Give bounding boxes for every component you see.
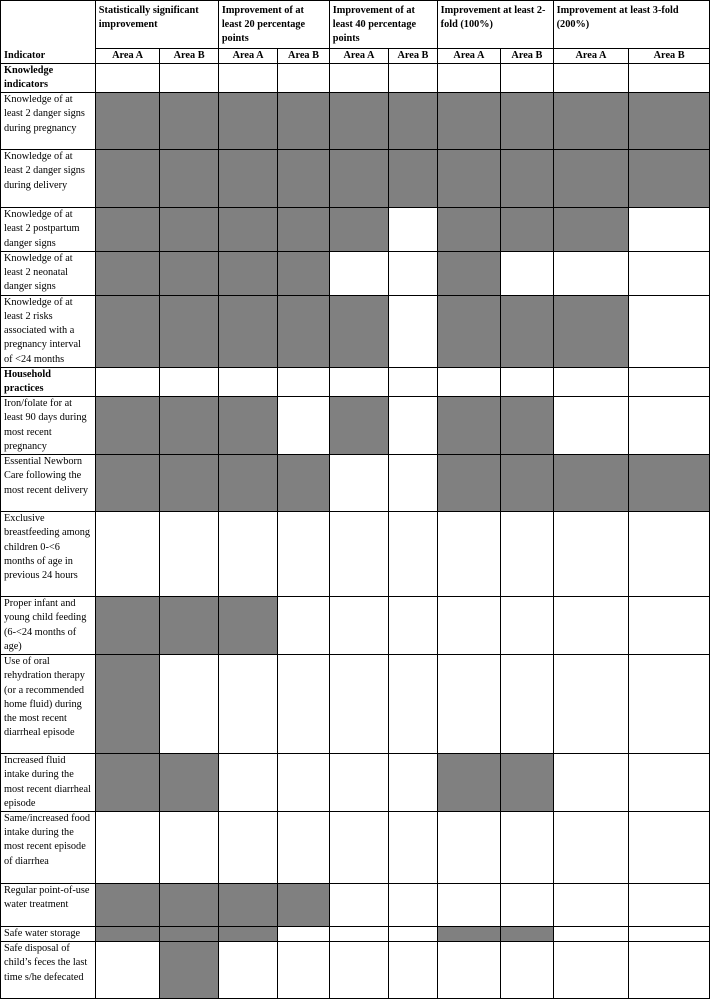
empty-cell [329, 63, 389, 92]
empty-cell [160, 655, 218, 754]
empty-cell [629, 597, 710, 655]
shaded-cell [329, 150, 389, 208]
table-row [1, 754, 710, 812]
area-a-header: Area A [553, 48, 629, 63]
shaded-cell [501, 93, 553, 150]
empty-cell [437, 812, 501, 884]
table-row [1, 295, 710, 367]
empty-cell [629, 812, 710, 884]
empty-cell [629, 754, 710, 812]
shaded-cell [629, 455, 710, 512]
empty-cell [278, 397, 329, 455]
table-row [1, 942, 710, 999]
area-a-header: Area A [95, 48, 160, 63]
shaded-cell [553, 150, 629, 208]
shaded-cell [95, 884, 160, 927]
empty-cell [218, 367, 278, 396]
indicator-label: Knowledge of at least 2 danger signs during delivery [1, 150, 96, 208]
shaded-cell [389, 150, 437, 208]
shaded-cell [437, 754, 501, 812]
shaded-cell [501, 754, 553, 812]
indicator-label: Proper infant and young child feeding (6-<24 months of age) [1, 597, 96, 655]
empty-cell [501, 884, 553, 927]
table-row [1, 150, 710, 208]
empty-cell [389, 512, 437, 597]
empty-cell [553, 942, 629, 999]
empty-cell [553, 754, 629, 812]
shaded-cell [437, 397, 501, 455]
shaded-cell [501, 397, 553, 455]
empty-cell [278, 597, 329, 655]
shaded-cell [501, 295, 553, 367]
empty-cell [218, 942, 278, 999]
area-b-header: Area B [278, 48, 329, 63]
section-row [1, 367, 710, 396]
section-label: Household practices [1, 367, 96, 396]
shaded-cell [329, 93, 389, 150]
empty-cell [389, 927, 437, 942]
empty-cell [160, 367, 218, 396]
shaded-cell [160, 754, 218, 812]
group-header-20pp: Improvement of at least 20 percentage points [218, 1, 329, 49]
shaded-cell [553, 295, 629, 367]
shaded-cell [95, 208, 160, 252]
indicator-label: Safe water storage [1, 927, 96, 942]
group-header-3fold: Improvement at least 3-fold (200%) [553, 1, 709, 49]
shaded-cell [95, 597, 160, 655]
empty-cell [437, 597, 501, 655]
shaded-cell [160, 942, 218, 999]
indicator-label: Knowledge of at least 2 risks associated with a pregnancy interval of <24 months [1, 295, 96, 367]
shaded-cell [218, 208, 278, 252]
empty-cell [629, 512, 710, 597]
empty-cell [278, 512, 329, 597]
empty-cell [629, 63, 710, 92]
empty-cell [437, 655, 501, 754]
area-b-header: Area B [629, 48, 710, 63]
empty-cell [553, 512, 629, 597]
indicator-label: Iron/folate for at least 90 days during most recent pregnancy [1, 397, 96, 455]
table-row [1, 397, 710, 455]
empty-cell [437, 942, 501, 999]
shaded-cell [278, 455, 329, 512]
empty-cell [95, 367, 160, 396]
empty-cell [553, 655, 629, 754]
empty-cell [389, 295, 437, 367]
empty-cell [629, 367, 710, 396]
indicator-label: Knowledge of at least 2 neonatal danger signs [1, 251, 96, 295]
shaded-cell [218, 597, 278, 655]
table-row [1, 884, 710, 927]
shaded-cell [501, 455, 553, 512]
empty-cell [218, 63, 278, 92]
shaded-cell [218, 927, 278, 942]
empty-cell [553, 367, 629, 396]
empty-cell [329, 251, 389, 295]
shaded-cell [501, 150, 553, 208]
indicator-label: Knowledge of at least 2 danger signs during pregnancy [1, 93, 96, 150]
table-row [1, 251, 710, 295]
shaded-cell [160, 455, 218, 512]
table-body [1, 63, 710, 998]
shaded-cell [329, 295, 389, 367]
empty-cell [95, 63, 160, 92]
empty-cell [329, 367, 389, 396]
empty-cell [553, 927, 629, 942]
shaded-cell [218, 397, 278, 455]
shaded-cell [278, 93, 329, 150]
shaded-cell [218, 295, 278, 367]
empty-cell [160, 812, 218, 884]
empty-cell [501, 367, 553, 396]
shaded-cell [95, 295, 160, 367]
shaded-cell [160, 251, 218, 295]
empty-cell [501, 512, 553, 597]
empty-cell [329, 927, 389, 942]
shaded-cell [95, 655, 160, 754]
shaded-cell [218, 251, 278, 295]
shaded-cell [553, 208, 629, 252]
shaded-cell [278, 150, 329, 208]
indicator-label: Knowledge of at least 2 postpartum danger signs [1, 208, 96, 252]
shaded-cell [160, 93, 218, 150]
empty-cell [501, 251, 553, 295]
area-a-header: Area A [329, 48, 389, 63]
area-a-header: Area A [218, 48, 278, 63]
area-b-header: Area B [501, 48, 553, 63]
empty-cell [501, 812, 553, 884]
empty-cell [278, 927, 329, 942]
empty-cell [501, 942, 553, 999]
indicator-label: Essential Newborn Care following the most recent delivery [1, 455, 96, 512]
shaded-cell [160, 597, 218, 655]
section-label: Knowledge indicators [1, 63, 96, 92]
table-row [1, 655, 710, 754]
empty-cell [95, 812, 160, 884]
empty-cell [278, 367, 329, 396]
empty-cell [329, 754, 389, 812]
shaded-cell [329, 208, 389, 252]
shaded-cell [437, 251, 501, 295]
empty-cell [389, 942, 437, 999]
indicator-label: Use of oral rehydration therapy (or a recommended home fluid) during the most recent diarrheal episode [1, 655, 96, 754]
empty-cell [329, 597, 389, 655]
indicator-column-header: Indicator [1, 1, 96, 64]
shaded-cell [218, 150, 278, 208]
empty-cell [389, 397, 437, 455]
empty-cell [629, 251, 710, 295]
empty-cell [629, 927, 710, 942]
shaded-cell [160, 397, 218, 455]
empty-cell [389, 597, 437, 655]
empty-cell [501, 63, 553, 92]
empty-cell [553, 397, 629, 455]
empty-cell [553, 63, 629, 92]
empty-cell [329, 655, 389, 754]
empty-cell [218, 655, 278, 754]
empty-cell [278, 812, 329, 884]
empty-cell [553, 251, 629, 295]
shaded-cell [95, 754, 160, 812]
empty-cell [389, 812, 437, 884]
empty-cell [437, 63, 501, 92]
shaded-cell [437, 927, 501, 942]
table-row [1, 927, 710, 942]
table-row [1, 208, 710, 252]
empty-cell [437, 367, 501, 396]
empty-cell [629, 295, 710, 367]
shaded-cell [95, 93, 160, 150]
shaded-cell [278, 208, 329, 252]
shaded-cell [501, 208, 553, 252]
shaded-cell [160, 884, 218, 927]
header-area-row [1, 48, 710, 63]
group-header-2fold: Improvement at least 2-fold (100%) [437, 1, 553, 49]
empty-cell [501, 655, 553, 754]
empty-cell [218, 754, 278, 812]
area-b-header: Area B [160, 48, 218, 63]
empty-cell [389, 63, 437, 92]
empty-cell [278, 754, 329, 812]
empty-cell [218, 812, 278, 884]
empty-cell [160, 512, 218, 597]
empty-cell [629, 942, 710, 999]
shaded-cell [95, 455, 160, 512]
area-a-header: Area A [437, 48, 501, 63]
empty-cell [629, 884, 710, 927]
empty-cell [389, 884, 437, 927]
table-row [1, 597, 710, 655]
shaded-cell [95, 397, 160, 455]
empty-cell [553, 812, 629, 884]
shaded-cell [437, 150, 501, 208]
empty-cell [329, 455, 389, 512]
shaded-cell [437, 93, 501, 150]
empty-cell [329, 884, 389, 927]
shaded-cell [437, 295, 501, 367]
shaded-cell [218, 884, 278, 927]
shaded-cell [95, 251, 160, 295]
table-row [1, 455, 710, 512]
shaded-cell [160, 295, 218, 367]
empty-cell [329, 812, 389, 884]
empty-cell [437, 512, 501, 597]
group-header-40pp: Improvement of at least 40 percentage points [329, 1, 437, 49]
header-group-row [1, 1, 710, 49]
empty-cell [437, 884, 501, 927]
shaded-cell [278, 295, 329, 367]
shaded-cell [629, 150, 710, 208]
shaded-cell [278, 884, 329, 927]
section-row [1, 63, 710, 92]
empty-cell [553, 597, 629, 655]
table-row [1, 93, 710, 150]
shaded-cell [160, 927, 218, 942]
empty-cell [95, 942, 160, 999]
empty-cell [278, 655, 329, 754]
shaded-cell [95, 150, 160, 208]
empty-cell [389, 251, 437, 295]
empty-cell [278, 63, 329, 92]
shaded-cell [95, 927, 160, 942]
shaded-cell [329, 397, 389, 455]
empty-cell [160, 63, 218, 92]
shaded-cell [553, 93, 629, 150]
indicator-label: Safe disposal of child’s feces the last time s/he defecated [1, 942, 96, 999]
shaded-cell [218, 93, 278, 150]
shaded-cell [278, 251, 329, 295]
table-row [1, 812, 710, 884]
empty-cell [629, 655, 710, 754]
empty-cell [553, 884, 629, 927]
empty-cell [278, 942, 329, 999]
area-b-header: Area B [389, 48, 437, 63]
indicator-label: Same/increased food intake during the most recent episode of diarrhea [1, 812, 96, 884]
empty-cell [389, 208, 437, 252]
empty-cell [218, 512, 278, 597]
empty-cell [629, 208, 710, 252]
empty-cell [329, 942, 389, 999]
empty-cell [329, 512, 389, 597]
table-row [1, 512, 710, 597]
empty-cell [95, 512, 160, 597]
shaded-cell [437, 208, 501, 252]
group-header-significant: Statistically significant improvement [95, 1, 218, 49]
shaded-cell [501, 927, 553, 942]
shaded-cell [218, 455, 278, 512]
shaded-cell [160, 208, 218, 252]
indicator-label: Increased fluid intake during the most recent diarrheal episode [1, 754, 96, 812]
empty-cell [389, 754, 437, 812]
empty-cell [501, 597, 553, 655]
shaded-cell [160, 150, 218, 208]
shaded-cell [389, 93, 437, 150]
empty-cell [389, 367, 437, 396]
empty-cell [389, 455, 437, 512]
empty-cell [389, 655, 437, 754]
indicator-label: Regular point-of-use water treatment [1, 884, 96, 927]
indicator-label: Exclusive breastfeeding among children 0-<6 months of age in previous 24 hours [1, 512, 96, 597]
shaded-cell [437, 455, 501, 512]
shaded-cell [553, 455, 629, 512]
shaded-cell [629, 93, 710, 150]
empty-cell [629, 397, 710, 455]
